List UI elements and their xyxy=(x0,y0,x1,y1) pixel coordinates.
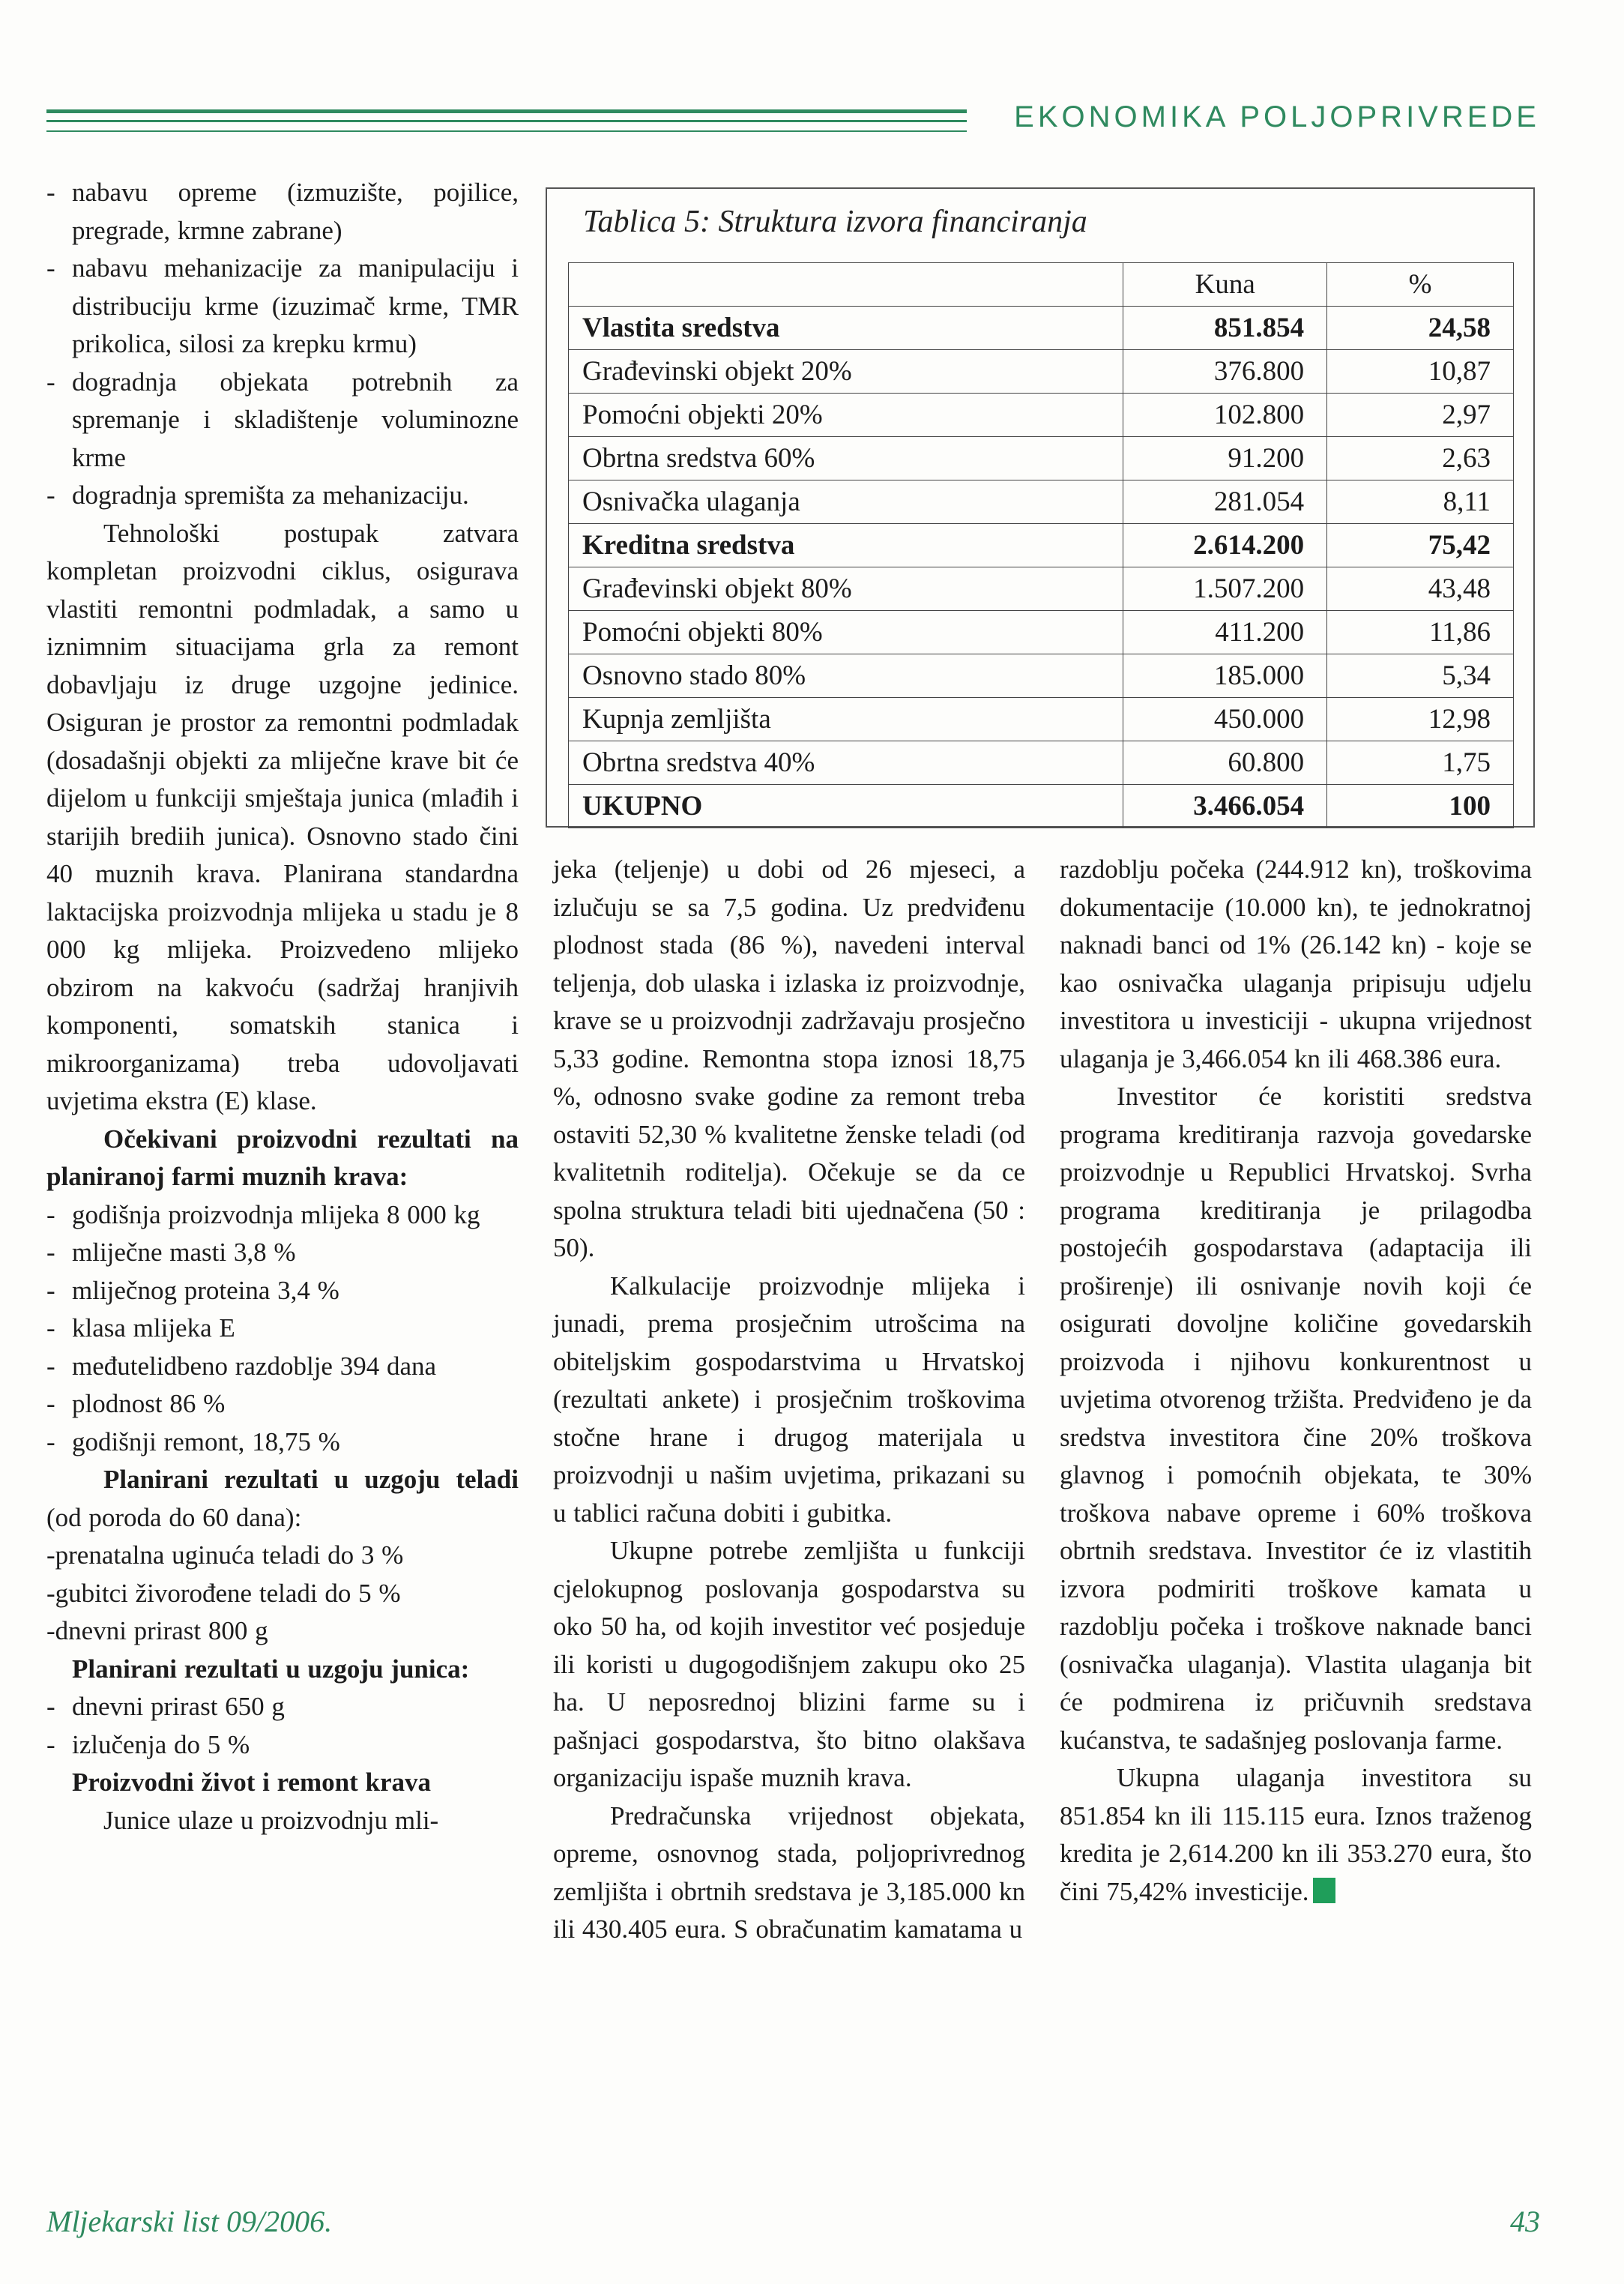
header-rule-top xyxy=(46,109,967,113)
table-cell-kuna: 102.800 xyxy=(1123,394,1327,437)
table-cell-label: Pomoćni objekti 80% xyxy=(569,611,1123,654)
column-header: Kuna xyxy=(1123,263,1327,307)
table-cell-kuna: 2.614.200 xyxy=(1123,524,1327,567)
table-row xyxy=(569,654,1514,698)
subheading: Očekivani proizvodni rezultati na planiranoj farmi muznih krava: xyxy=(46,1124,519,1191)
table-cell-kuna: 60.800 xyxy=(1123,741,1327,785)
subheading: Planirani rezultati u uzgoju junica: xyxy=(72,1654,470,1684)
paragraph: Investitor će koristiti sredstva programa kreditiranja razvoja govedarske proizvodnje u Republici Hrvatskoj. Svrha programa kreditiranja je prilagodba postojećih gospodarstava (adaptacija ili proširenje) ili osnivanje novih koji će osigurati dovoljne količine govedarskih proizvoda i njihovu konkurentnost u uvjetima otvorenog tržišta. Predviđeno je da sredstva investitora čine 20% troškova glavnog i pomoćnih objekata, te 30% troškova nabave opreme i 60% troškova obrtnih sredstava. Investitor će iz vlastitih izvora podmiriti troškove kamata u razdoblju počeka i troškove naknade banci (osnivačka ulaganja). Vlastita ulaganja bit će podmirena iz pričuvnih sredstava kućanstva, te sadašnjeg poslovanja farme. xyxy=(1060,1082,1532,1755)
paragraph: Tehnološki postupak zatvara kompletan proizvodni ciklus, osigurava vlastiti remontni podmladak, a samo u iznimnim situacijama grla za remont dobavljaju iz druge uzgojne jedinice. Osiguran je prostor za remontni podmladak (dosadašnji objekti za mliječne krave bit će dijelom u funkciji smještaja junica (mlađih i starijih brediih junica). Osnovno stado čini 40 muznih krava. Planirana standardna laktacijska proizvodnja mlijeka u stadu je 8 000 kg mlijeka. Proizvedeno mlijeko obzirom na kakvoću (sadržaj hranjivih komponenti, somatskih stanica i mikroorganizama) treba udovoljavati uvjetima ekstra (E) klase. xyxy=(46,518,519,1115)
table-cell-kuna: 3.466.054 xyxy=(1123,785,1327,828)
table-cell-kuna: 411.200 xyxy=(1123,611,1327,654)
table-row xyxy=(569,611,1514,654)
table-row xyxy=(569,741,1514,785)
table-cell-pct: 2,63 xyxy=(1327,437,1514,480)
list-item: - nabavu mehanizacije za manipulaciju i distribuciju krme (izuzimač krme, TMR prikolica, silosi za krepku krmu) xyxy=(46,253,519,358)
list-item: - klasa mlijeka E xyxy=(46,1313,235,1343)
table-header-row xyxy=(569,263,1514,307)
list-item: - dogradnja objekata potrebnih za spremanje i skladištenje voluminozne krme xyxy=(46,367,519,472)
table-cell-label: Obrtna sredstva 40% xyxy=(569,741,1123,785)
table-row xyxy=(569,394,1514,437)
list-item: - godišnji remont, 18,75 % xyxy=(46,1426,340,1456)
table-cell-kuna: 281.054 xyxy=(1123,480,1327,524)
table-cell-pct: 10,87 xyxy=(1327,350,1514,394)
header-rule-bottom xyxy=(46,120,967,122)
table-cell-kuna: 450.000 xyxy=(1123,698,1327,741)
table-row xyxy=(569,524,1514,567)
list-item: - dogradnja spremišta za mehanizaciju. xyxy=(46,480,469,510)
page-number: 43 xyxy=(1510,2205,1540,2238)
table-row xyxy=(569,567,1514,611)
paragraph: Junice ulaze u proizvodnju mli- xyxy=(103,1805,439,1835)
list-item: -gubitci živorođene teladi do 5 % xyxy=(46,1578,401,1608)
table-row xyxy=(569,785,1514,828)
paragraph: Predračunska vrijednost objekata, opreme, osnovnog stada, poljoprivrednog zemljišta i obrtnih sredstava je 3,185.000 kn ili 430.405 eura. S obračunatim kamatama u xyxy=(553,1801,1025,1944)
end-mark-icon xyxy=(1313,1878,1335,1903)
table-cell-pct: 1,75 xyxy=(1327,741,1514,785)
table-cell-pct: 2,97 xyxy=(1327,394,1514,437)
list-item: - međutelidbeno razdoblje 394 dana xyxy=(46,1351,437,1381)
table-cell-label: Građevinski objekt 20% xyxy=(569,350,1123,394)
paragraph: jeka (teljenje) u dobi od 26 mjeseci, a izlučuju se sa 7,5 godina. Uz predviđenu plodnost stada (86 %), navedeni interval teljenja, dob ulaska i izlaska iz proizvodnje, krave se u proizvodnji zadržavaju prosječno 5,33 godine. Remontna stopa iznosi 18,75 %, odnosno svake godine za remont treba ostaviti 52,30 % kvalitetne ženske teladi (od kvalitetnih roditelja). Očekuje se da ce spolna struktura teladi biti ujednačena (50 : 50). xyxy=(553,855,1025,1262)
table-cell-label: UKUPNO xyxy=(569,785,1123,828)
table-cell-kuna: 376.800 xyxy=(1123,350,1327,394)
table-cell-pct: 5,34 xyxy=(1327,654,1514,698)
subheading: Planirani rezultati u uzgoju teladi (od poroda do 60 dana): xyxy=(46,1465,519,1532)
table-cell-label: Kreditna sredstva xyxy=(569,524,1123,567)
table-row xyxy=(569,480,1514,524)
table-row xyxy=(569,698,1514,741)
financing-table xyxy=(568,262,1514,828)
list-item: - izlučenja do 5 % xyxy=(46,1729,250,1759)
paragraph: razdoblju počeka (244.912 kn), troškovima dokumentacije (10.000 kn), te jednokratnoj naknadi banci od 1% (26.142 kn) - koje se kao osnivačka ulaganja pripisuju udjelu investitora u investiciji - ukupna vrijednost ulaganja je 3,466.054 kn ili 468.386 eura. xyxy=(1060,855,1532,1073)
table-cell-kuna: 185.000 xyxy=(1123,654,1327,698)
table-cell-label: Vlastita sredstva xyxy=(569,307,1123,350)
table-row xyxy=(569,307,1514,350)
list-item: - godišnja proizvodnja mlijeka 8 000 kg xyxy=(46,1199,480,1229)
subheading: Proizvodni život i remont krava xyxy=(72,1768,432,1797)
list-item: -prenatalna uginuća teladi do 3 % xyxy=(46,1540,404,1570)
table-cell-label: Obrtna sredstva 60% xyxy=(569,437,1123,480)
list-item: -dnevni prirast 800 g xyxy=(46,1616,268,1645)
table-cell-pct: 75,42 xyxy=(1327,524,1514,567)
column-3 xyxy=(1060,851,1532,1911)
table-cell-kuna: 851.854 xyxy=(1123,307,1327,350)
column-2 xyxy=(553,851,1025,1949)
table-cell-label: Pomoćni objekti 20% xyxy=(569,394,1123,437)
table-cell-pct: 11,86 xyxy=(1327,611,1514,654)
list-item: - mliječnog proteina 3,4 % xyxy=(46,1275,339,1305)
paragraph: Ukupne potrebe zemljišta u funkciji cjelokupnog poslovanja gospodarstva su oko 50 ha, od kojih investitor već posjeduje ili koristi u dugogodišnjem zakupu oko 25 ha. U neposrednoj blizini farme su i pašnjaci gospodarstva, što bitno olakšava organizaciju ispaše muznih krava. xyxy=(553,1536,1025,1792)
table-cell-label: Osnivačka ulaganja xyxy=(569,480,1123,524)
list-item: - dnevni prirast 650 g xyxy=(46,1692,285,1721)
journal-name: Mljekarski list 09/2006. xyxy=(46,2205,333,2238)
list-item: - nabavu opreme (izmuzište, pojilice, pregrade, krmne zabrane) xyxy=(46,178,519,245)
table-cell-kuna: 91.200 xyxy=(1123,437,1327,480)
list-item: - mliječne masti 3,8 % xyxy=(46,1238,296,1267)
paragraph: Ukupna ulaganja investitora su 851.854 kn ili 115.115 eura. Iznos traženog kredita je 2,614.200 kn ili 353.270 eura, što čini 75,42% investicije. xyxy=(1060,1763,1532,1906)
table-cell-kuna: 1.507.200 xyxy=(1123,567,1327,611)
table-cell-pct: 100 xyxy=(1327,785,1514,828)
table-caption: Tablica 5: Struktura izvora financiranja xyxy=(583,205,1087,239)
section-title: EKONOMIKA POLJOPRIVREDE xyxy=(1014,100,1540,133)
list-item: - plodnost 86 % xyxy=(46,1389,226,1418)
table-cell-label: Osnovno stado 80% xyxy=(569,654,1123,698)
table-row xyxy=(569,437,1514,480)
column-header xyxy=(569,263,1123,307)
table-row xyxy=(569,350,1514,394)
paragraph: Kalkulacije proizvodnje mlijeka i junadi, prema prosječnim utrošcima na obiteljskim gospodarstvima u Hrvatskoj (rezultati ankete) i prosječnim troškovima stočne hrane i drugog materijala u proizvodnji u našim uvjetima, prikazani su u tablici računa dobiti i gubitka. xyxy=(553,1271,1025,1528)
table-cell-pct: 43,48 xyxy=(1327,567,1514,611)
table-cell-label: Građevinski objekt 80% xyxy=(569,567,1123,611)
column-1 xyxy=(46,174,519,1839)
table-cell-pct: 12,98 xyxy=(1327,698,1514,741)
header-rule-thin xyxy=(46,130,967,132)
table-cell-label: Kupnja zemljišta xyxy=(569,698,1123,741)
column-header: % xyxy=(1327,263,1514,307)
table-cell-pct: 8,11 xyxy=(1327,480,1514,524)
table-cell-pct: 24,58 xyxy=(1327,307,1514,350)
